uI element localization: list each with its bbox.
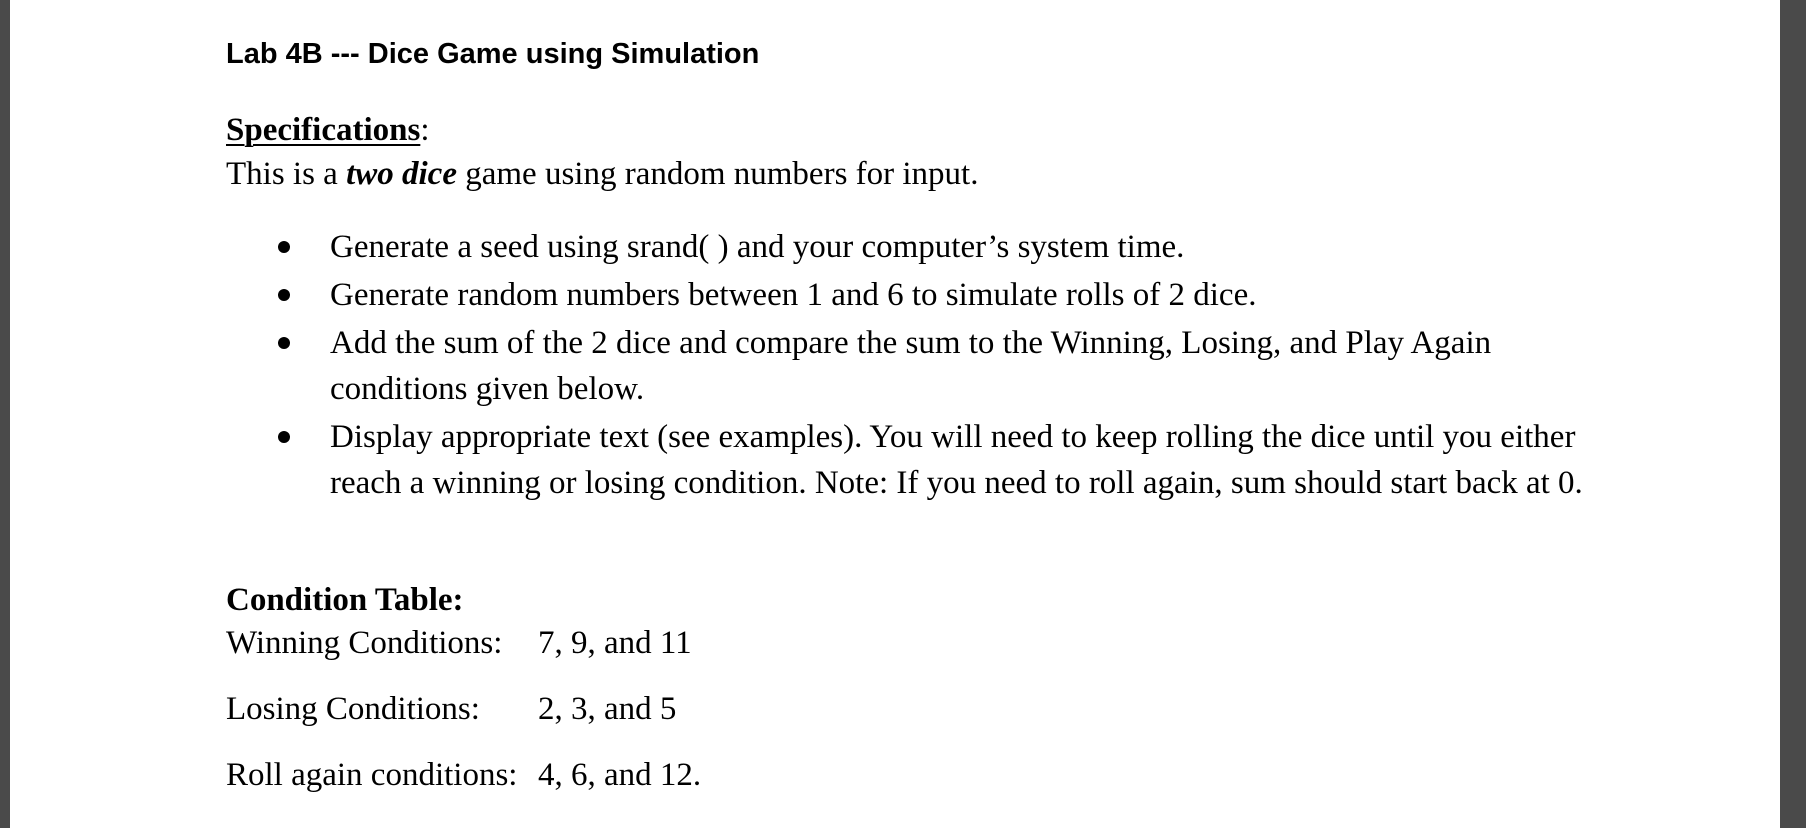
document-title: Lab 4B --- Dice Game using Simulation <box>226 38 760 70</box>
bullet-text: Display appropriate text (see examples). You will need to keep rolling the dice until you either reach a winning or losing condition. Note: If you need to roll again, sum should start back at 0. <box>330 419 1583 501</box>
document-page <box>10 0 1780 828</box>
bullet-item <box>226 320 1606 412</box>
condition-table-heading: Condition Table: <box>226 582 464 618</box>
bullet-text: Add the sum of the 2 dice and compare the sum to the Winning, Losing, and Play Again conditions given below. <box>330 325 1492 407</box>
condition-row-roll-again <box>226 757 701 794</box>
condition-value: 4, 6, and 12. <box>538 757 702 793</box>
specifications-heading-colon: : <box>420 112 430 148</box>
specifications-heading-text: Specifications <box>226 112 421 148</box>
condition-label: Losing Conditions: <box>226 691 480 727</box>
bullet-dot-icon <box>278 337 290 349</box>
condition-value: 2, 3, and 5 <box>538 691 677 727</box>
condition-row-losing <box>226 691 676 728</box>
bullet-dot-icon <box>278 431 290 443</box>
specifications-heading <box>226 112 430 149</box>
condition-value: 7, 9, and 11 <box>538 625 692 661</box>
bullet-item <box>226 224 1606 270</box>
bullet-text: Generate random numbers between 1 and 6 to simulate rolls of 2 dice. <box>330 277 1257 313</box>
condition-row-winning <box>226 625 692 662</box>
bullet-item <box>226 414 1606 506</box>
condition-label: Winning Conditions: <box>226 625 503 661</box>
bullet-text: Generate a seed using srand( ) and your computer’s system time. <box>330 229 1185 265</box>
bullet-item <box>226 272 1606 318</box>
specifications-bullet-list <box>226 224 1606 508</box>
bullet-dot-icon <box>278 241 290 253</box>
bullet-dot-icon <box>278 289 290 301</box>
condition-label: Roll again conditions: <box>226 757 518 793</box>
specifications-intro <box>226 156 978 193</box>
intro-after: game using random numbers for input. <box>456 156 979 192</box>
intro-before: This is a <box>226 156 347 192</box>
intro-emphasis: two dice <box>346 156 457 192</box>
